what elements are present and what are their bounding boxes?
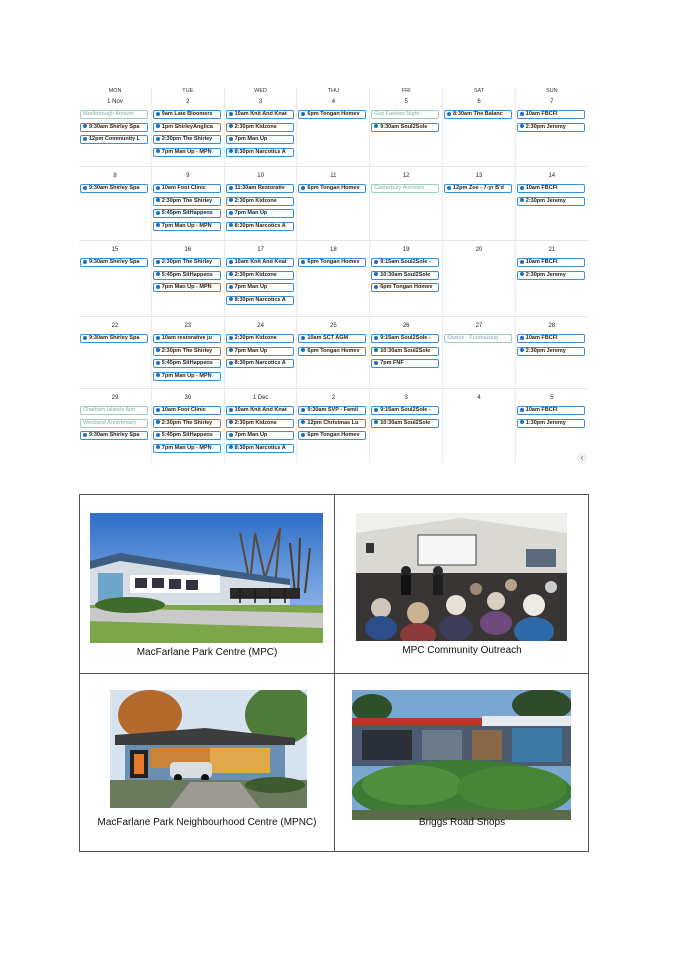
event-title: 10am FBCFI	[525, 407, 558, 413]
event-title: 5:45pm SitHappens	[161, 432, 213, 438]
briggs-road-shops-photo	[352, 690, 571, 820]
event-dot-icon	[156, 112, 160, 116]
event-dot-icon	[447, 112, 451, 116]
event-dot-icon	[447, 186, 451, 190]
day-number: 19	[402, 247, 410, 253]
event-title: 10:30am Soul2Sole	[380, 347, 431, 354]
calendar-event[interactable]	[226, 359, 294, 368]
day-number: 28	[548, 323, 556, 329]
calendar-event[interactable]	[153, 372, 221, 381]
event-title: 6pm Tongan Homev	[307, 347, 360, 354]
event-title: 6pm Tongan Homev	[307, 111, 360, 117]
event-dot-icon	[520, 186, 524, 190]
event-title: 10am Knit And Knat	[234, 259, 287, 265]
day-number: 5	[550, 395, 554, 401]
day-number: 6	[477, 99, 481, 105]
event-dot-icon	[156, 198, 160, 202]
event-title: 9:15am Soul2Sole -	[380, 335, 431, 341]
column-divider	[515, 88, 516, 463]
event-title: 8:30pm Narcotics A	[234, 444, 286, 451]
day-number: 3	[404, 395, 408, 401]
event-title: Canterbury Annivers	[374, 185, 425, 191]
day-number: 4	[331, 99, 336, 105]
weekday-header: SAT	[473, 88, 485, 94]
event-title: 10am FBCFI	[525, 111, 558, 117]
event-dot-icon	[156, 408, 160, 412]
weekday-header: FRI	[401, 88, 411, 94]
calendar-event[interactable]	[226, 222, 294, 231]
event-dot-icon	[374, 408, 378, 412]
calendar-event[interactable]	[226, 148, 294, 157]
event-dot-icon	[301, 433, 305, 437]
holiday-chip[interactable]	[80, 110, 148, 119]
holiday-chip[interactable]	[80, 406, 148, 415]
event-dot-icon	[229, 272, 233, 276]
event-dot-icon	[229, 348, 233, 352]
macfarlane-park-centre-photo	[90, 513, 323, 643]
event-title: 12pm Christmas Lu	[307, 419, 359, 426]
event-dot-icon	[520, 272, 524, 276]
calendar-event[interactable]	[298, 258, 366, 267]
event-dot-icon	[374, 361, 378, 365]
event-dot-icon	[520, 198, 524, 202]
event-dot-icon	[83, 137, 87, 141]
calendar-event[interactable]	[153, 419, 221, 428]
event-dot-icon	[229, 297, 233, 301]
event-dot-icon	[156, 420, 160, 424]
day-number: 2	[331, 395, 336, 401]
event-dot-icon	[520, 420, 524, 424]
column-divider	[224, 88, 225, 463]
event-title: 2:30pm Kidzone	[234, 123, 277, 130]
photo-cell-briggs	[335, 674, 589, 852]
column-divider	[296, 88, 297, 463]
calendar-event[interactable]	[226, 334, 294, 343]
calendar-event[interactable]	[371, 347, 439, 356]
event-title: 2:30pm The Shirley	[161, 197, 213, 204]
event-dot-icon	[374, 420, 378, 424]
calendar-event[interactable]	[226, 110, 294, 119]
event-dot-icon	[83, 186, 87, 190]
event-dot-icon	[229, 260, 233, 264]
event-dot-icon	[156, 186, 160, 190]
event-title: 10am FBCFI	[525, 259, 558, 265]
calendar-event[interactable]	[371, 283, 439, 292]
event-dot-icon	[156, 137, 160, 141]
event-title: 6pm Tongan Homev	[380, 284, 433, 290]
calendar-event[interactable]	[153, 184, 221, 193]
calendar-event[interactable]	[517, 271, 585, 280]
event-title: 8:30am The Balanc	[453, 111, 503, 117]
calendar-event[interactable]	[153, 444, 221, 453]
weekday-header: SUN	[545, 88, 558, 94]
event-dot-icon	[156, 445, 160, 449]
calendar-event[interactable]	[153, 359, 221, 368]
calendar-event[interactable]	[444, 184, 512, 193]
neighbourhood-centre-photo	[110, 690, 307, 808]
event-dot-icon	[374, 285, 378, 289]
event-dot-icon	[156, 348, 160, 352]
column-divider	[442, 88, 443, 463]
event-title: 2:30pm Jeremy	[525, 347, 566, 354]
day-number: 3	[258, 99, 263, 105]
day-number: 11	[330, 173, 337, 179]
photo-caption: Briggs Road Shops	[418, 817, 506, 828]
calendar-event[interactable]	[226, 271, 294, 280]
event-title: 10am FBCFI	[525, 335, 558, 341]
event-title: 2:30pm Jeremy	[525, 123, 566, 130]
calendar-event[interactable]	[226, 296, 294, 305]
event-title: 9:30am SVP - Famil	[307, 407, 359, 413]
photo-caption: MPC Community Outreach	[402, 645, 522, 656]
calendar-event[interactable]	[517, 123, 585, 132]
calendar-event[interactable]	[226, 184, 294, 193]
event-dot-icon	[301, 336, 305, 340]
event-title: 6pm Tongan Homev	[307, 259, 360, 265]
event-title: 10am Foot Clinic	[161, 185, 206, 191]
calendar-event[interactable]	[153, 271, 221, 280]
calendar-event[interactable]	[80, 258, 148, 267]
event-title: 2:30pm Jeremy	[525, 271, 566, 278]
event-dot-icon	[374, 336, 378, 340]
event-title: 9:30am Shirley Spa	[89, 432, 140, 438]
calendar-event[interactable]	[517, 419, 585, 428]
calendar-event[interactable]	[80, 431, 148, 440]
event-dot-icon	[520, 336, 524, 340]
event-title: 10:30am Soul2Sole	[380, 271, 431, 278]
calendar-event[interactable]	[226, 431, 294, 440]
weekday-header: MON	[108, 88, 122, 94]
calendar-event[interactable]	[371, 123, 439, 132]
event-title: 7pm FNF	[380, 360, 404, 366]
event-dot-icon	[83, 433, 87, 437]
event-dot-icon	[301, 260, 305, 264]
event-title: 9:15am Soul2Sole -	[380, 259, 431, 265]
event-dot-icon	[156, 336, 160, 340]
photo-cell-mpnc	[80, 674, 334, 852]
event-dot-icon	[301, 420, 305, 424]
event-dot-icon	[520, 348, 524, 352]
holiday-chip[interactable]	[444, 334, 512, 343]
day-number: 8	[113, 173, 117, 179]
photo-grid	[79, 494, 589, 852]
event-title: 2:30pm The Shirley	[161, 136, 213, 142]
photo-cell-mpc	[80, 495, 334, 673]
day-number: 10	[257, 173, 264, 179]
event-dot-icon	[156, 272, 160, 276]
week-divider	[79, 316, 589, 317]
event-title: 6pm Tongan Homev	[307, 432, 360, 438]
event-dot-icon	[156, 211, 160, 215]
event-dot-icon	[301, 348, 305, 352]
event-dot-icon	[301, 186, 305, 190]
event-dot-icon	[374, 124, 378, 128]
event-dot-icon	[156, 373, 160, 377]
calendar-event[interactable]	[517, 197, 585, 206]
event-dot-icon	[374, 272, 378, 276]
event-title: 2:30pm The Shirley	[161, 259, 213, 265]
event-dot-icon	[229, 408, 233, 412]
event-title: 2:30pm The Shirley	[161, 419, 213, 426]
calendar-event[interactable]	[153, 197, 221, 206]
event-title: 12pm Community L	[89, 136, 141, 142]
day-number: 23	[184, 323, 192, 329]
event-title: 10am restorative ju	[161, 335, 212, 341]
calendar-event[interactable]	[298, 431, 366, 440]
weekday-header: THU	[327, 88, 340, 94]
event-dot-icon	[229, 336, 233, 340]
calendar-event[interactable]	[517, 110, 585, 119]
day-number: 7	[550, 99, 554, 105]
event-title: 5:45pm SitHappens	[161, 210, 213, 216]
calendar-event[interactable]	[153, 431, 221, 440]
event-dot-icon	[156, 149, 160, 153]
calendar-event[interactable]	[298, 419, 366, 428]
calendar-event[interactable]	[517, 347, 585, 356]
event-dot-icon	[83, 260, 87, 264]
event-title: 7pm Man Up - MPN	[161, 444, 212, 451]
day-number: 27	[475, 323, 483, 329]
calendar-event[interactable]	[517, 406, 585, 415]
day-number: 13	[475, 173, 483, 179]
event-dot-icon	[301, 408, 305, 412]
event-title: 10:30am Soul2Sole	[380, 419, 431, 426]
event-dot-icon	[520, 408, 524, 412]
event-dot-icon	[156, 361, 160, 365]
calendar-event[interactable]	[298, 110, 366, 119]
event-title: 7pm Man Up - MPN	[161, 148, 212, 155]
column-divider	[369, 88, 370, 463]
calendar-event[interactable]	[153, 258, 221, 267]
event-dot-icon	[83, 124, 87, 128]
calendar-event[interactable]	[80, 184, 148, 193]
event-title: 7pm Man Up - MPN	[161, 284, 212, 290]
event-title: 7pm Man Up	[234, 347, 268, 354]
day-number: 18	[330, 247, 337, 253]
event-title: 8:30pm Narcotics A	[234, 360, 286, 366]
day-number: 22	[111, 323, 119, 329]
calendar-prev-chevron-icon[interactable]: ‹	[577, 453, 587, 463]
calendar-event[interactable]	[298, 347, 366, 356]
photo-caption: MacFarlane Park Neighbourhood Centre (MPNC)	[97, 817, 317, 828]
event-title: 2:30pm Jeremy	[525, 197, 566, 204]
weekday-header: WED	[254, 88, 268, 94]
calendar-event[interactable]	[80, 334, 148, 343]
calendar-event[interactable]	[226, 406, 294, 415]
event-title: 2:30pm Kidzone	[234, 197, 277, 204]
event-title: 8:30pm Narcotics A	[234, 296, 286, 303]
event-title: 11:30am Restorativ	[234, 185, 285, 191]
calendar-event[interactable]	[444, 110, 512, 119]
event-dot-icon	[229, 149, 233, 153]
calendar-event[interactable]	[153, 209, 221, 218]
day-number: 5	[404, 99, 408, 105]
day-number: 15	[111, 247, 119, 253]
holiday-chip[interactable]	[371, 184, 439, 193]
column-divider	[151, 88, 152, 463]
event-dot-icon	[229, 420, 233, 424]
event-title: 8:30pm Narcotics A	[234, 222, 286, 229]
calendar-event[interactable]	[371, 334, 439, 343]
calendar-event[interactable]	[153, 347, 221, 356]
calendar-event[interactable]	[80, 123, 148, 132]
event-dot-icon	[229, 198, 233, 202]
day-number: 14	[548, 173, 556, 179]
event-title: 1:30pm Jeremy	[525, 419, 566, 426]
event-dot-icon	[229, 124, 233, 128]
calendar-event[interactable]	[153, 283, 221, 292]
day-number: 4	[477, 395, 481, 401]
calendar-event[interactable]	[153, 110, 221, 119]
holiday-chip[interactable]	[80, 419, 148, 428]
day-number: 29	[111, 395, 119, 401]
event-title: 2:30pm Kidzone	[234, 335, 277, 341]
day-number: 26	[402, 323, 410, 329]
event-title: 10am FBCFI	[525, 185, 558, 191]
calendar-event[interactable]	[298, 406, 366, 415]
day-number: 24	[257, 323, 264, 329]
event-dot-icon	[229, 361, 233, 365]
event-dot-icon	[374, 348, 378, 352]
day-number: 2	[186, 99, 190, 105]
event-title: 2:30pm The Shirley	[161, 347, 213, 354]
week-divider	[79, 240, 589, 241]
calendar-event[interactable]	[153, 148, 221, 157]
event-dot-icon	[301, 112, 305, 116]
event-dot-icon	[520, 124, 524, 128]
calendar-event[interactable]	[517, 334, 585, 343]
event-title: 10am SCT AGM	[307, 335, 349, 341]
event-dot-icon	[229, 445, 233, 449]
event-title: 6pm Tongan Homev	[307, 185, 360, 191]
day-number: 12	[402, 173, 410, 179]
event-title: Westland Anniversary	[83, 419, 137, 426]
calendar-event[interactable]	[80, 135, 148, 144]
event-dot-icon	[229, 433, 233, 437]
calendar-event[interactable]	[226, 258, 294, 267]
day-number: 20	[475, 247, 483, 253]
event-title: 7pm Man Up	[234, 432, 268, 438]
event-dot-icon	[83, 336, 87, 340]
calendar-event[interactable]	[226, 419, 294, 428]
event-dot-icon	[229, 186, 233, 190]
calendar-event[interactable]	[371, 359, 439, 368]
event-title: 9:15am Soul2Sole -	[380, 407, 431, 413]
event-dot-icon	[156, 285, 160, 289]
event-title: 8:30pm Narcotics A	[234, 148, 286, 155]
day-number: 1 Dec	[252, 395, 269, 401]
community-outreach-photo	[356, 513, 567, 641]
event-dot-icon	[156, 433, 160, 437]
calendar-event[interactable]	[226, 347, 294, 356]
day-number: 1 Nov	[107, 99, 123, 105]
event-title: 12pm Zoe - 7-yr B'd	[453, 185, 504, 191]
event-title: 9:30am Shirley Spa	[89, 185, 140, 191]
day-number: 30	[184, 395, 192, 401]
calendar-event[interactable]	[517, 184, 585, 193]
calendar-event[interactable]	[153, 222, 221, 231]
day-number: 25	[330, 323, 337, 329]
event-dot-icon	[156, 260, 160, 264]
event-title: 9:30am Shirley Spa	[89, 259, 140, 265]
calendar-event[interactable]	[298, 184, 366, 193]
event-title: Guy Fawkes Night	[374, 111, 420, 117]
event-title: 10am Foot Clinic	[161, 407, 206, 413]
event-dot-icon	[374, 260, 378, 264]
event-dot-icon	[520, 112, 524, 116]
day-number: 17	[257, 247, 264, 253]
event-title: Marlborough Anniver	[83, 111, 134, 117]
event-title: 7pm Man Up	[234, 284, 268, 290]
calendar-event[interactable]	[226, 123, 294, 132]
event-title: 10am Knit And Knat	[234, 111, 287, 117]
calendar-event[interactable]	[226, 283, 294, 292]
event-title: 5:45pm SitHappens	[161, 271, 213, 278]
event-title: 5:45pm SitHappens	[161, 360, 213, 366]
calendar-event[interactable]	[226, 444, 294, 453]
calendar-event[interactable]	[153, 334, 221, 343]
photo-caption: MacFarlane Park Centre (MPC)	[136, 647, 278, 658]
event-dot-icon	[229, 211, 233, 215]
calendar-event[interactable]	[371, 258, 439, 267]
event-title: 7pm Man Up - MPN	[161, 372, 212, 379]
event-title: 2:30pm Kidzone	[234, 271, 277, 278]
event-title: 7pm Man Up	[234, 210, 268, 216]
event-title: 10am Knit And Knat	[234, 407, 287, 413]
calendar-event[interactable]	[371, 406, 439, 415]
calendar-event[interactable]	[153, 123, 221, 132]
event-title: 9:30am Shirley Spa	[89, 123, 140, 130]
event-dot-icon	[229, 137, 233, 141]
event-title: 7pm Man Up - MPN	[161, 222, 212, 229]
day-number: 16	[184, 247, 192, 253]
week-divider	[79, 166, 589, 167]
calendar-event[interactable]	[226, 135, 294, 144]
calendar-event[interactable]	[226, 209, 294, 218]
event-dot-icon	[229, 285, 233, 289]
calendar-event[interactable]	[226, 197, 294, 206]
event-dot-icon	[229, 112, 233, 116]
calendar-event[interactable]	[153, 135, 221, 144]
calendar-event[interactable]	[298, 334, 366, 343]
day-number: 9	[186, 173, 190, 179]
calendar-event[interactable]	[517, 258, 585, 267]
event-dot-icon	[229, 223, 233, 227]
event-title: 9am Late Bloomers	[161, 111, 213, 117]
calendar-event[interactable]	[371, 271, 439, 280]
event-title: 2:30pm Kidzone	[234, 419, 277, 426]
event-dot-icon	[156, 223, 160, 227]
weekday-header: TUE	[182, 88, 194, 94]
event-title: 9:30am Soul2Sole	[380, 123, 428, 130]
event-dot-icon	[156, 124, 160, 128]
calendar-event[interactable]	[371, 419, 439, 428]
holiday-chip[interactable]	[371, 110, 439, 119]
event-title: Chatham Islands Ann	[83, 407, 136, 413]
event-title: 9:30am Shirley Spa	[89, 335, 140, 341]
event-title: 7pm Man Up	[234, 136, 268, 142]
day-number: 21	[548, 247, 556, 253]
event-dot-icon	[520, 260, 524, 264]
week-divider	[79, 388, 589, 389]
event-title: 1pm ShirleyAnglica	[161, 123, 213, 130]
calendar-event[interactable]	[153, 406, 221, 415]
photo-cell-outreach	[335, 495, 589, 673]
event-title: Sharye - Fundraising	[447, 335, 499, 341]
